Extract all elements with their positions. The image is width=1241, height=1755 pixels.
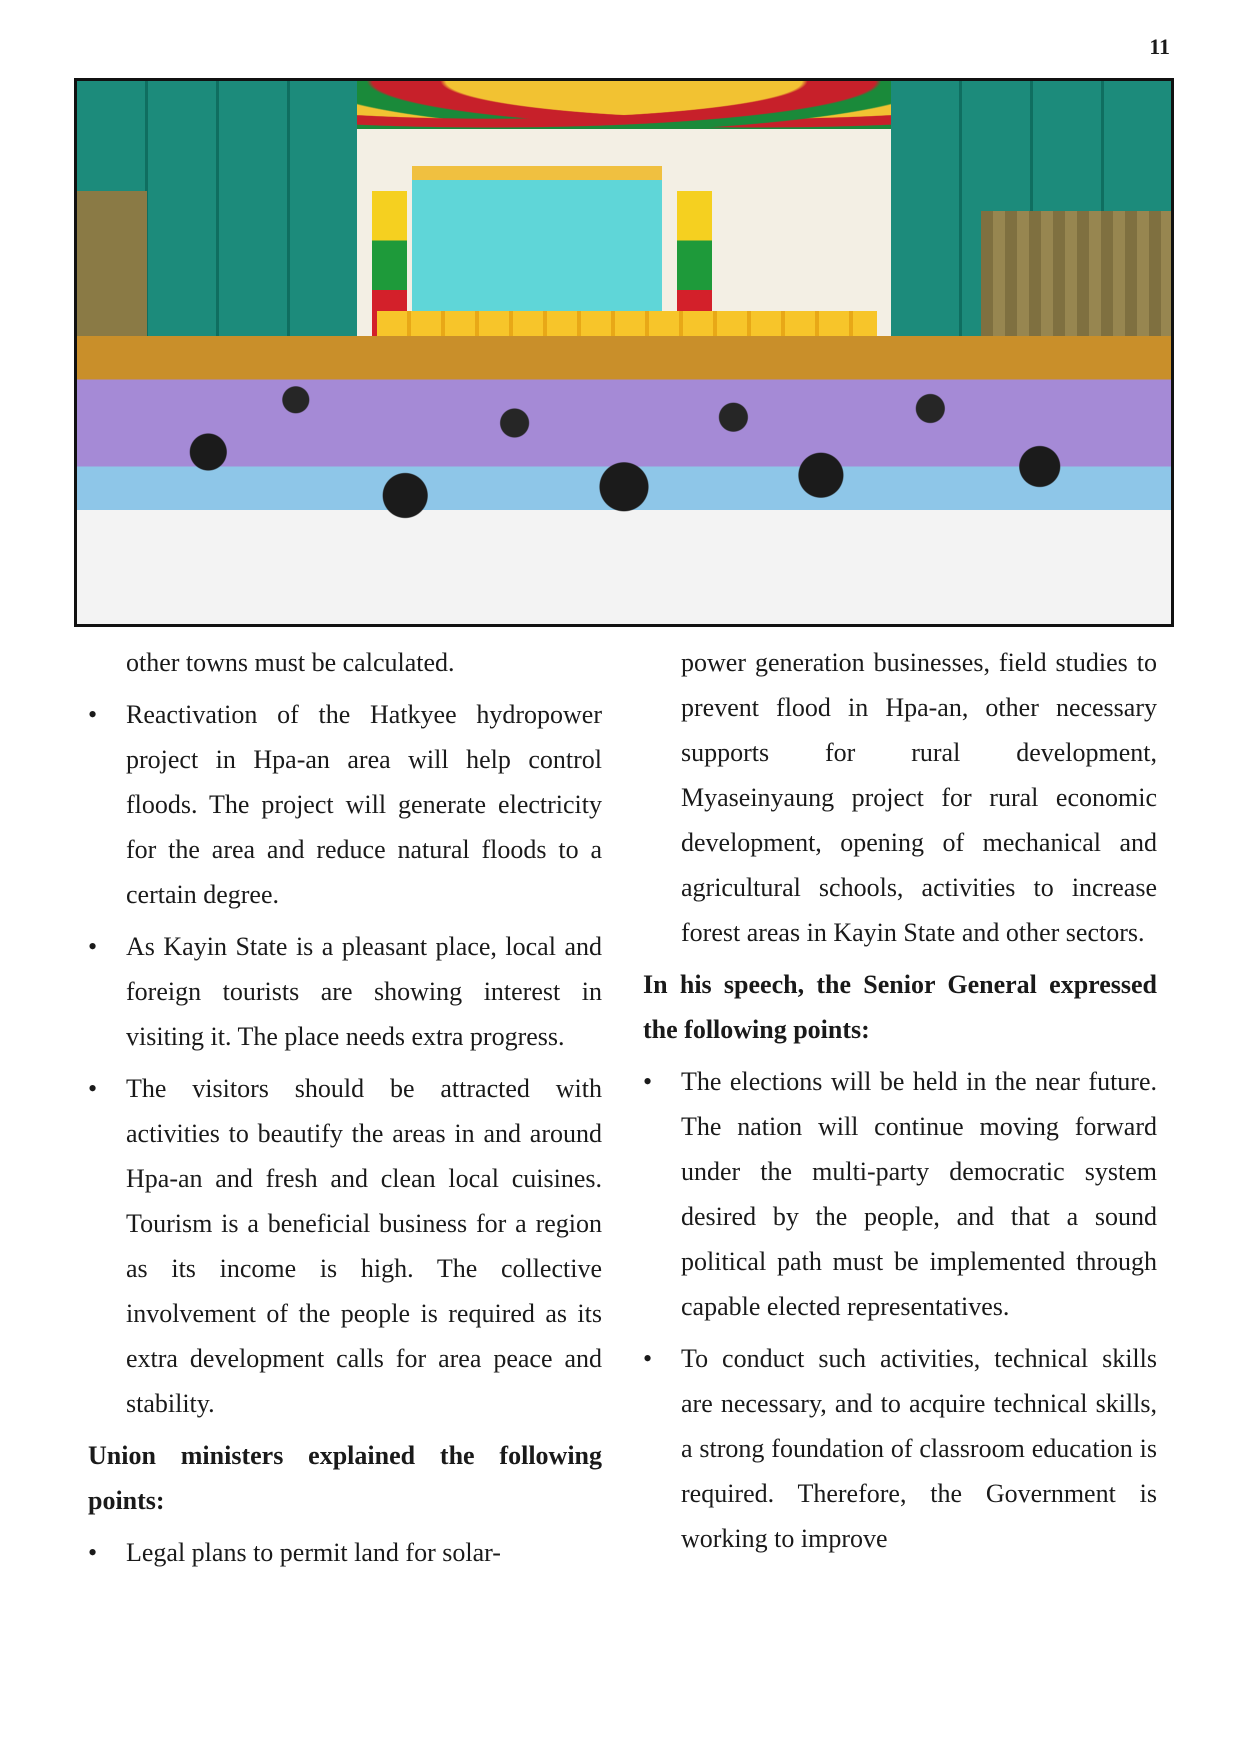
meeting-hall-photo (74, 78, 1174, 627)
bullet-text: As Kayin State is a pleasant place, local and foreign tourists are showing interest in visiting it. The place needs extra progress. (126, 932, 602, 1051)
bullet-icon: • (88, 1538, 98, 1567)
bullet-item (88, 1066, 602, 1426)
bullet-item (88, 692, 602, 917)
bullet-item (643, 1336, 1157, 1561)
page-number: 11 (1149, 34, 1170, 59)
audience (77, 336, 1171, 626)
bullet-text: The elections will be held in the near future. The nation will continue moving forward under the multi-party democratic system desired by the people, and that a sound political path must be implemented through capable elected representatives. (681, 1067, 1157, 1321)
bullet-icon: • (88, 700, 98, 729)
bullet-text: The visitors should be attracted with activities to beautify the areas in and around Hpa-an and fresh and clean local cuisines. Tourism is a beneficial business for a region as its income is high. The collective involvement of the people is required as its extra development calls for area peace and stability. (126, 1074, 602, 1418)
bullet-text: To conduct such activities, technical skills are necessary, and to acquire technical skills, a strong foundation of classroom education is required. Therefore, the Government is working to improve (681, 1344, 1157, 1553)
paragraph: power generation businesses, field studies to prevent flood in Hpa-an, other necessary supports for rural development, Myaseinyaung project for rural economic development, opening of mechanical and agricultural schools, activities to increase forest areas in Kayin State and other sectors. (681, 648, 1157, 947)
section-heading: In his speech, the Senior General expressed the following points: (643, 970, 1157, 1044)
bullet-text: Legal plans to permit land for solar- (126, 1538, 501, 1567)
stage-drape (357, 81, 891, 129)
bullet-icon: • (88, 932, 98, 961)
bullet-item (88, 924, 602, 1059)
bullet-icon: • (643, 1067, 653, 1096)
bullet-item (88, 1530, 602, 1575)
right-column (643, 640, 1157, 1568)
bullet-icon: • (643, 1344, 653, 1373)
paragraph: other towns must be calculated. (126, 648, 455, 677)
bullet-text: Reactivation of the Hatkyee hydropower project in Hpa-an area will help control floods. The project will generate electricity for the area and reduce natural floods to a certain degree. (126, 700, 602, 909)
section-heading: Union ministers explained the following points: (88, 1441, 602, 1515)
left-column (88, 640, 602, 1582)
bullet-icon: • (88, 1074, 98, 1103)
bullet-item (643, 1059, 1157, 1329)
